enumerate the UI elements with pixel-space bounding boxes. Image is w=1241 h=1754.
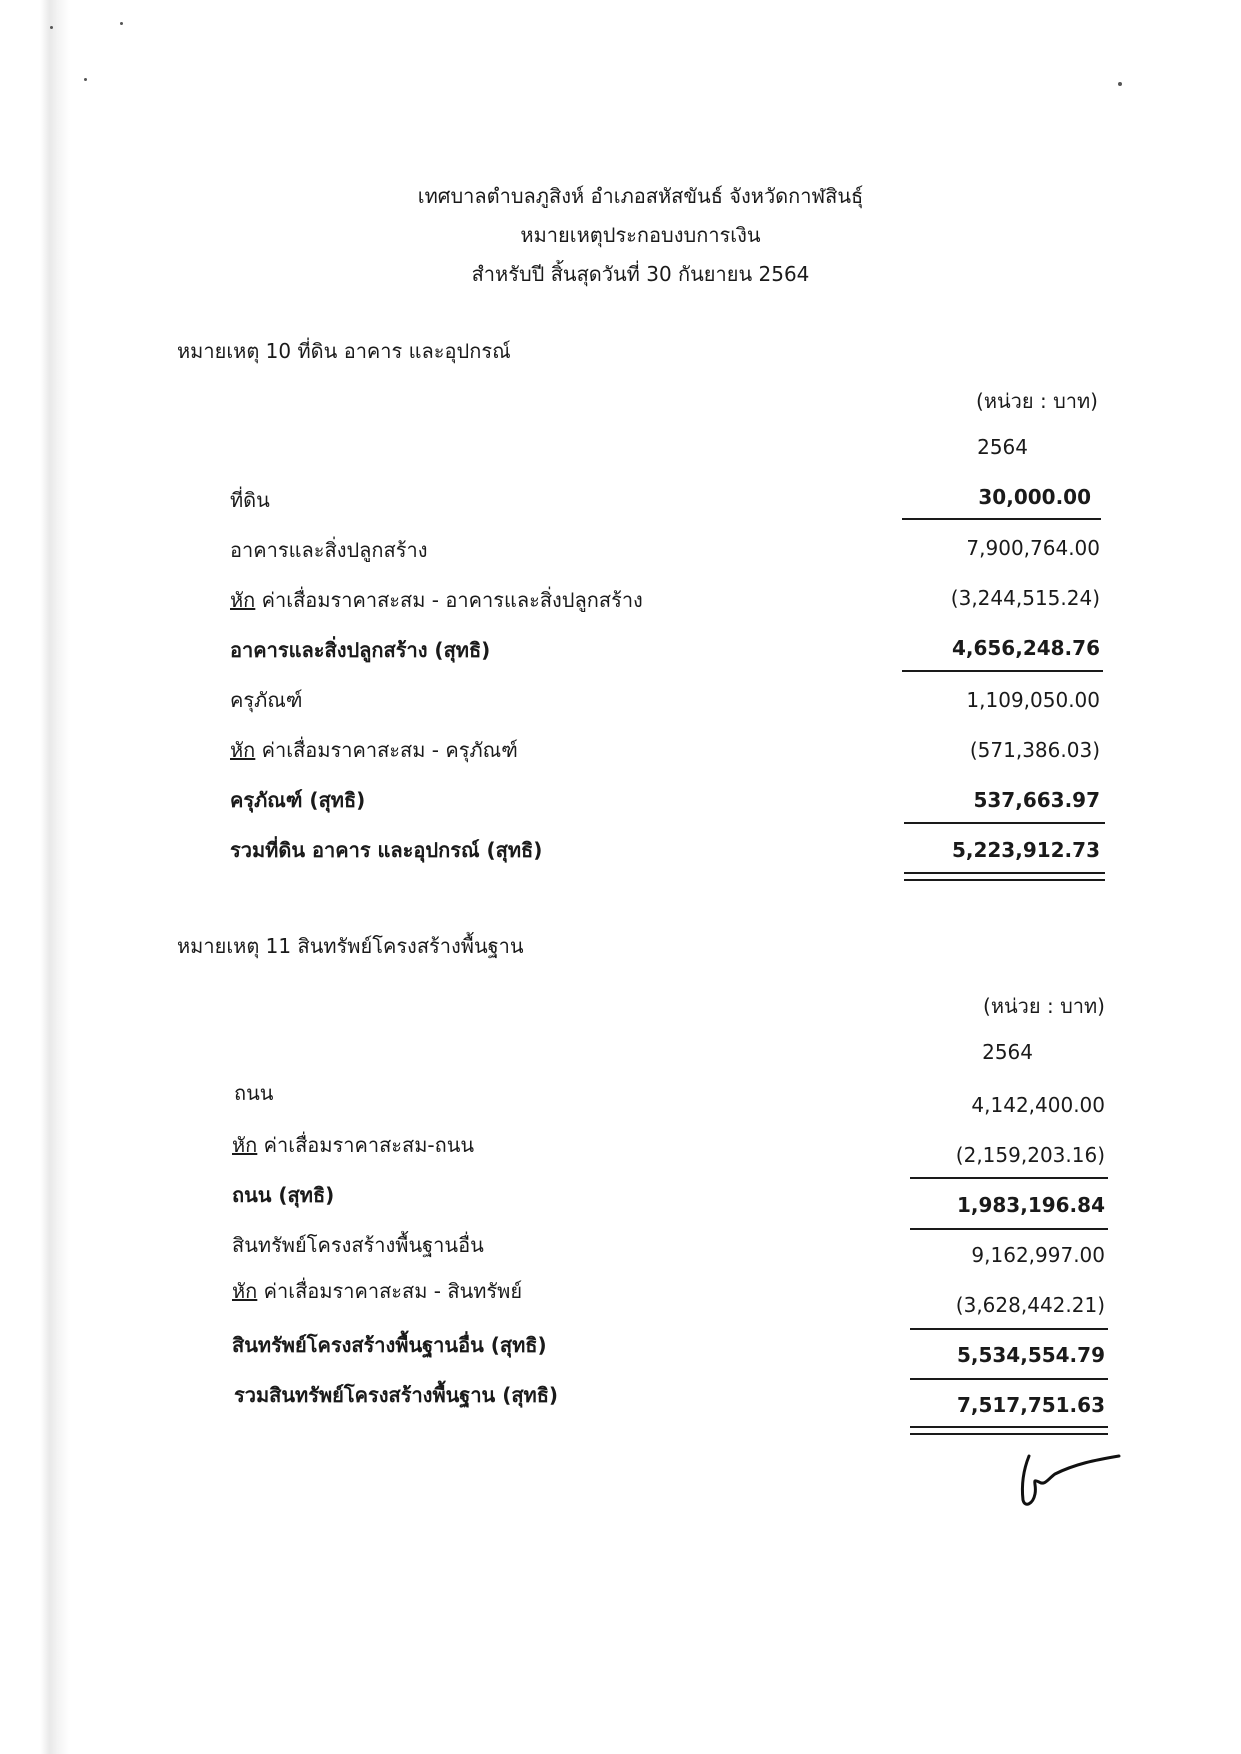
note11-row-value: 4,142,400.00 [971,1093,1105,1117]
note11-total-value: 7,517,751.63 [956,1393,1105,1417]
scan-speck [50,26,53,29]
note11-year: 2564 [982,1040,1033,1064]
note11-unit: (หน่วย : บาท) [983,994,1105,1018]
note10-unit: (หน่วย : บาท) [976,389,1098,413]
note10-row-label: ครุภัณฑ์ [230,688,303,712]
note11-row-label: ถนน [234,1081,274,1105]
total-double-rule [904,872,1105,881]
document-title: หมายเหตุประกอบงบการเงิน [520,223,761,247]
note10-row-value: (571,386.03) [969,738,1100,762]
subtotal-rule [910,1378,1108,1380]
note11-row-label: ถนน (สุทธิ) [232,1183,335,1207]
note10-total-value: 5,223,912.73 [951,838,1100,862]
note11-row-label: รวมสินทรัพย์โครงสร้างพื้นฐาน (สุทธิ) [234,1383,559,1407]
note11-row-value: 1,983,196.84 [956,1193,1105,1217]
total-double-rule [910,1426,1108,1435]
note11-row-value: 9,162,997.00 [971,1243,1105,1267]
note11-row-label: หัก ค่าเสื่อมราคาสะสม-ถนน [232,1133,475,1157]
note10-row-label: รวมที่ดิน อาคาร และอุปกรณ์ (สุทธิ) [230,838,543,862]
subtotal-rule [910,1328,1108,1330]
subtotal-rule [910,1177,1108,1179]
note10-row-value: 1,109,050.00 [966,688,1100,712]
note10-row-label: ที่ดิน [230,488,270,512]
document-period: สำหรับปี สิ้นสุดวันที่ 30 กันยายน 2564 [471,262,810,286]
scan-speck [1118,82,1122,86]
org-name: เทศบาลตำบลภูสิงห์ อำเภอสหัสขันธ์ จังหวัดกาฬสินธุ์ [417,184,864,208]
note10-title: หมายเหตุ 10 ที่ดิน อาคาร และอุปกรณ์ [177,339,511,363]
note10-row-value: 4,656,248.76 [951,636,1100,660]
note10-row-label: อาคารและสิ่งปลูกสร้าง [230,538,428,562]
note10-row-label: ครุภัณฑ์ (สุทธิ) [230,788,366,812]
note10-row-value: 537,663.97 [973,788,1100,812]
note10-row-label: อาคารและสิ่งปลูกสร้าง (สุทธิ) [230,638,491,662]
note10-row-value: 7,900,764.00 [966,536,1100,560]
note11-row-label: สินทรัพย์โครงสร้างพื้นฐานอื่น [232,1233,484,1257]
subtotal-rule [902,518,1101,520]
note10-row-label: หัก ค่าเสื่อมราคาสะสม - อาคารและสิ่งปลูกสร้าง [230,588,643,612]
subtotal-rule [910,1228,1108,1230]
note11-row-label: หัก ค่าเสื่อมราคาสะสม - สินทรัพย์ [232,1279,523,1303]
note11-row-value: (2,159,203.16) [955,1143,1105,1167]
note11-row-label: สินทรัพย์โครงสร้างพื้นฐานอื่น (สุทธิ) [232,1333,547,1357]
note10-row-value: 30,000.00 [978,485,1091,509]
scan-speck [120,22,123,25]
scan-speck [84,78,87,81]
note10-row-label: หัก ค่าเสื่อมราคาสะสม - ครุภัณฑ์ [230,738,518,762]
signature-mark [1015,1448,1125,1510]
subtotal-rule [904,822,1105,824]
note11-row-value: (3,628,442.21) [955,1293,1105,1317]
subtotal-rule [902,670,1103,672]
note11-title: หมายเหตุ 11 สินทรัพย์โครงสร้างพื้นฐาน [177,934,524,958]
note10-row-value: (3,244,515.24) [950,586,1100,610]
note11-row-value: 5,534,554.79 [956,1343,1105,1367]
note10-year: 2564 [977,435,1028,459]
